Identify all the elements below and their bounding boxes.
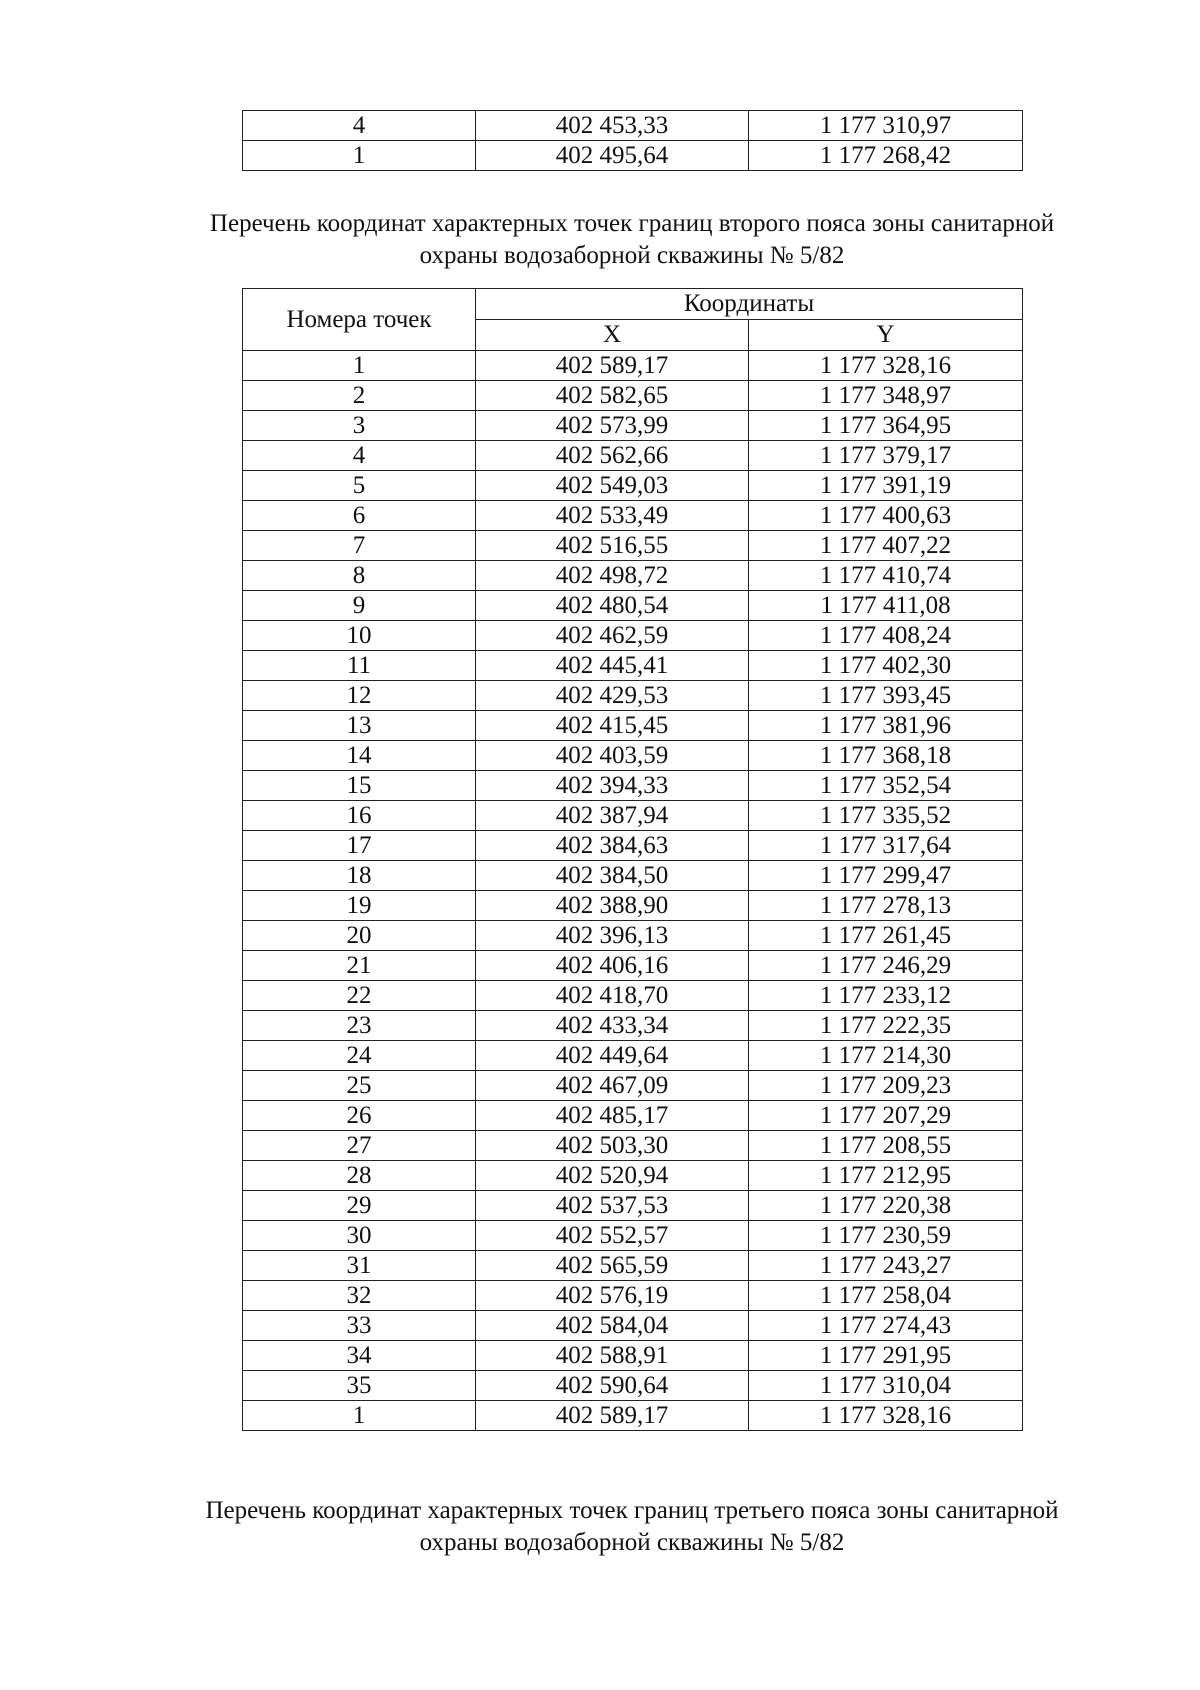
table-row (243, 1281, 1023, 1311)
y-coordinate-cell: 1 177 278,13 (749, 891, 1023, 921)
x-coordinate-cell: 402 552,57 (476, 1221, 749, 1251)
second-belt-heading-line1: Перечень координат характерных точек границ второго пояса зоны санитарной (209, 210, 1055, 237)
x-coordinate-cell: 402 516,55 (476, 531, 749, 561)
x-coordinate-cell: 402 387,94 (476, 801, 749, 831)
x-coordinate-cell: 402 433,34 (476, 1011, 749, 1041)
y-coordinate-cell: 1 177 258,04 (749, 1281, 1023, 1311)
table-row (243, 981, 1023, 1011)
point-number-cell: 1 (243, 1401, 476, 1431)
y-coordinate-cell: 1 177 317,64 (749, 831, 1023, 861)
top-table-row (243, 141, 1023, 171)
point-number-cell: 9 (243, 591, 476, 621)
x-coordinate-cell: 402 520,94 (476, 1161, 749, 1191)
x-coordinate-cell: 402 590,64 (476, 1371, 749, 1401)
table-row (243, 1131, 1023, 1161)
y-coordinate-cell: 1 177 212,95 (749, 1161, 1023, 1191)
x-coordinate-cell: 402 549,03 (476, 471, 749, 501)
y-coordinate-cell: 1 177 348,97 (749, 381, 1023, 411)
third-belt-heading-line1: Перечень координат характерных точек границ третьего пояса зоны санитарной (205, 1497, 1059, 1524)
point-number-cell: 6 (243, 501, 476, 531)
y-coordinate-cell: 1 177 208,55 (749, 1131, 1023, 1161)
point-number-cell: 32 (243, 1281, 476, 1311)
y-coordinate-cell: 1 177 214,30 (749, 1041, 1023, 1071)
y-coordinate-cell: 1 177 291,95 (749, 1341, 1023, 1371)
x-coordinate-cell: 402 576,19 (476, 1281, 749, 1311)
table-row (243, 561, 1023, 591)
table-row (243, 801, 1023, 831)
table-row (243, 861, 1023, 891)
table-row (243, 1161, 1023, 1191)
y-coordinate-cell: 1 177 368,18 (749, 741, 1023, 771)
x-coordinate-cell: 402 485,17 (476, 1101, 749, 1131)
x-coordinate-cell: 402 445,41 (476, 651, 749, 681)
table-row (243, 711, 1023, 741)
point-number-cell: 7 (243, 531, 476, 561)
point-number-cell: 15 (243, 771, 476, 801)
point-number-cell: 33 (243, 1311, 476, 1341)
table-row (243, 921, 1023, 951)
second-belt-heading (150, 208, 1114, 272)
table-row (243, 741, 1023, 771)
point-number-cell: 2 (243, 381, 476, 411)
y-coordinate-cell: 1 177 222,35 (749, 1011, 1023, 1041)
x-coordinate-cell: 402 573,99 (476, 411, 749, 441)
x-coordinate-cell: 402 453,33 (476, 111, 749, 141)
y-coordinate-cell: 1 177 209,23 (749, 1071, 1023, 1101)
y-coordinate-cell: 1 177 268,42 (749, 141, 1023, 171)
y-coordinate-cell: 1 177 364,95 (749, 411, 1023, 441)
y-coordinate-cell: 1 177 220,38 (749, 1191, 1023, 1221)
point-number-cell: 19 (243, 891, 476, 921)
x-coordinate-cell: 402 533,49 (476, 501, 749, 531)
point-number-cell: 3 (243, 411, 476, 441)
y-coordinate-cell: 1 177 391,19 (749, 471, 1023, 501)
table-row (243, 1401, 1023, 1431)
table-row (243, 411, 1023, 441)
table-row (243, 441, 1023, 471)
y-coordinate-cell: 1 177 243,27 (749, 1251, 1023, 1281)
point-number-cell: 5 (243, 471, 476, 501)
table-row (243, 531, 1023, 561)
x-coordinate-cell: 402 589,17 (476, 351, 749, 381)
table-row (243, 1011, 1023, 1041)
y-coordinate-cell: 1 177 310,97 (749, 111, 1023, 141)
table-row (243, 951, 1023, 981)
x-coordinate-cell: 402 498,72 (476, 561, 749, 591)
x-coordinate-cell: 402 588,91 (476, 1341, 749, 1371)
y-coordinate-cell: 1 177 408,24 (749, 621, 1023, 651)
y-coordinate-cell: 1 177 411,08 (749, 591, 1023, 621)
y-coordinate-cell: 1 177 381,96 (749, 711, 1023, 741)
x-coordinate-cell: 402 565,59 (476, 1251, 749, 1281)
table-row (243, 651, 1023, 681)
top-coordinates-table (242, 110, 1023, 171)
table-row (243, 1221, 1023, 1251)
point-number-cell: 8 (243, 561, 476, 591)
point-number-cell: 28 (243, 1161, 476, 1191)
point-number-cell: 4 (243, 441, 476, 471)
table-row (243, 681, 1023, 711)
table-row (243, 1311, 1023, 1341)
x-coordinate-cell: 402 582,65 (476, 381, 749, 411)
x-coordinate-cell: 402 462,59 (476, 621, 749, 651)
x-coordinate-cell: 402 503,30 (476, 1131, 749, 1161)
point-number-cell: 10 (243, 621, 476, 651)
y-coordinate-cell: 1 177 328,16 (749, 351, 1023, 381)
point-number-cell: 16 (243, 801, 476, 831)
y-coordinate-cell: 1 177 233,12 (749, 981, 1023, 1011)
point-number-cell: 22 (243, 981, 476, 1011)
point-number-cell: 27 (243, 1131, 476, 1161)
y-coordinate-cell: 1 177 400,63 (749, 501, 1023, 531)
y-coordinate-cell: 1 177 207,29 (749, 1101, 1023, 1131)
y-coordinate-cell: 1 177 393,45 (749, 681, 1023, 711)
point-number-cell: 4 (243, 111, 476, 141)
header-coordinates: Координаты (476, 289, 1023, 320)
second-belt-coordinates-table (242, 288, 1023, 1431)
point-number-cell: 26 (243, 1101, 476, 1131)
x-coordinate-cell: 402 467,09 (476, 1071, 749, 1101)
y-coordinate-cell: 1 177 274,43 (749, 1311, 1023, 1341)
third-belt-heading (150, 1495, 1114, 1559)
point-number-cell: 14 (243, 741, 476, 771)
y-coordinate-cell: 1 177 407,22 (749, 531, 1023, 561)
y-coordinate-cell: 1 177 379,17 (749, 441, 1023, 471)
y-coordinate-cell: 1 177 352,54 (749, 771, 1023, 801)
header-point-numbers: Номера точек (243, 289, 476, 351)
third-belt-heading-line2: охраны водозаборной скважины № 5/82 (419, 1529, 845, 1556)
point-number-cell: 31 (243, 1251, 476, 1281)
y-coordinate-cell: 1 177 246,29 (749, 951, 1023, 981)
x-coordinate-cell: 402 384,50 (476, 861, 749, 891)
second-belt-heading-line2: охраны водозаборной скважины № 5/82 (419, 242, 845, 269)
x-coordinate-cell: 402 495,64 (476, 141, 749, 171)
x-coordinate-cell: 402 396,13 (476, 921, 749, 951)
header-y: Y (749, 320, 1023, 351)
table-row (243, 471, 1023, 501)
y-coordinate-cell: 1 177 328,16 (749, 1401, 1023, 1431)
point-number-cell: 17 (243, 831, 476, 861)
table-row (243, 1041, 1023, 1071)
x-coordinate-cell: 402 562,66 (476, 441, 749, 471)
point-number-cell: 34 (243, 1341, 476, 1371)
table-row (243, 591, 1023, 621)
table-row (243, 1371, 1023, 1401)
point-number-cell: 25 (243, 1071, 476, 1101)
table-row (243, 621, 1023, 651)
y-coordinate-cell: 1 177 310,04 (749, 1371, 1023, 1401)
header-x: X (476, 320, 749, 351)
point-number-cell: 12 (243, 681, 476, 711)
table-row (243, 1071, 1023, 1101)
x-coordinate-cell: 402 537,53 (476, 1191, 749, 1221)
y-coordinate-cell: 1 177 261,45 (749, 921, 1023, 951)
x-coordinate-cell: 402 418,70 (476, 981, 749, 1011)
y-coordinate-cell: 1 177 299,47 (749, 861, 1023, 891)
y-coordinate-cell: 1 177 230,59 (749, 1221, 1023, 1251)
table-row (243, 771, 1023, 801)
point-number-cell: 21 (243, 951, 476, 981)
top-table-body (243, 111, 1023, 171)
table-row (243, 381, 1023, 411)
point-number-cell: 24 (243, 1041, 476, 1071)
point-number-cell: 18 (243, 861, 476, 891)
x-coordinate-cell: 402 429,53 (476, 681, 749, 711)
x-coordinate-cell: 402 394,33 (476, 771, 749, 801)
point-number-cell: 1 (243, 351, 476, 381)
point-number-cell: 20 (243, 921, 476, 951)
x-coordinate-cell: 402 403,59 (476, 741, 749, 771)
table-row (243, 351, 1023, 381)
x-coordinate-cell: 402 415,45 (476, 711, 749, 741)
table-row (243, 1101, 1023, 1131)
x-coordinate-cell: 402 480,54 (476, 591, 749, 621)
y-coordinate-cell: 1 177 410,74 (749, 561, 1023, 591)
point-number-cell: 13 (243, 711, 476, 741)
table-row (243, 831, 1023, 861)
x-coordinate-cell: 402 449,64 (476, 1041, 749, 1071)
x-coordinate-cell: 402 388,90 (476, 891, 749, 921)
point-number-cell: 29 (243, 1191, 476, 1221)
point-number-cell: 11 (243, 651, 476, 681)
x-coordinate-cell: 402 406,16 (476, 951, 749, 981)
table-row (243, 1341, 1023, 1371)
point-number-cell: 23 (243, 1011, 476, 1041)
table-row (243, 501, 1023, 531)
y-coordinate-cell: 1 177 402,30 (749, 651, 1023, 681)
point-number-cell: 30 (243, 1221, 476, 1251)
point-number-cell: 35 (243, 1371, 476, 1401)
table-row (243, 1191, 1023, 1221)
table-row (243, 891, 1023, 921)
top-table-row (243, 111, 1023, 141)
y-coordinate-cell: 1 177 335,52 (749, 801, 1023, 831)
x-coordinate-cell: 402 589,17 (476, 1401, 749, 1431)
point-number-cell: 1 (243, 141, 476, 171)
main-table-body (243, 351, 1023, 1431)
x-coordinate-cell: 402 584,04 (476, 1311, 749, 1341)
x-coordinate-cell: 402 384,63 (476, 831, 749, 861)
table-row (243, 1251, 1023, 1281)
